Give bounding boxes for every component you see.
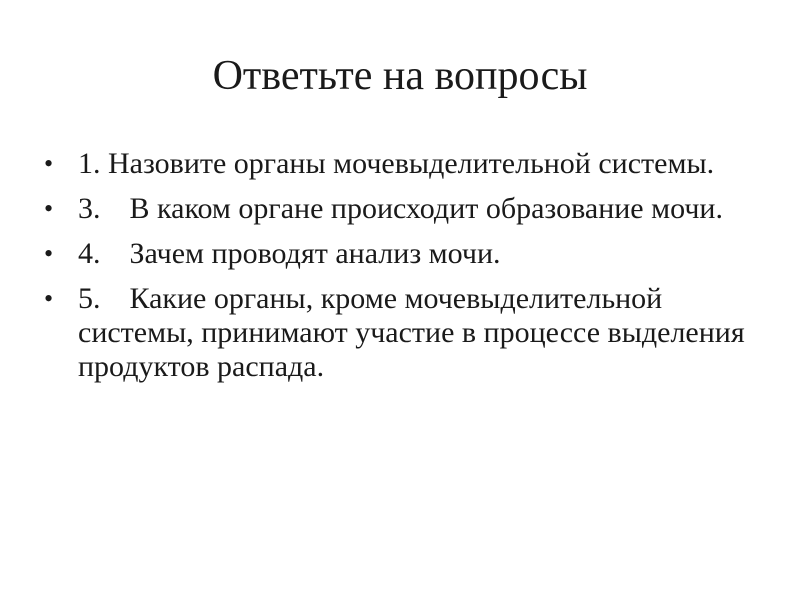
question-number: 4. bbox=[78, 237, 101, 270]
list-item bbox=[44, 192, 764, 226]
list-item bbox=[44, 282, 764, 384]
question-number: 5. bbox=[78, 282, 101, 315]
bullet-icon: • bbox=[44, 194, 54, 223]
question-list bbox=[44, 147, 764, 395]
list-item bbox=[44, 147, 764, 181]
question-text: Зачем проводят анализ мочи. bbox=[129, 237, 501, 270]
question-text: В каком органе происходит образование мочи. bbox=[129, 192, 723, 225]
bullet-icon: • bbox=[44, 284, 54, 313]
slide-title: Ответьте на вопросы bbox=[212, 53, 588, 99]
question-text: Какие органы, кроме мочевыделительной системы, принимают участие в процессе выделения продуктов распада. bbox=[78, 282, 745, 383]
question-number: 3. bbox=[78, 192, 101, 225]
list-item bbox=[44, 237, 764, 271]
bullet-icon: • bbox=[44, 149, 54, 178]
bullet-icon: • bbox=[44, 239, 54, 268]
question-number: 1. bbox=[78, 147, 101, 180]
question-text: Назовите органы мочевыделительной системы. bbox=[108, 147, 715, 180]
